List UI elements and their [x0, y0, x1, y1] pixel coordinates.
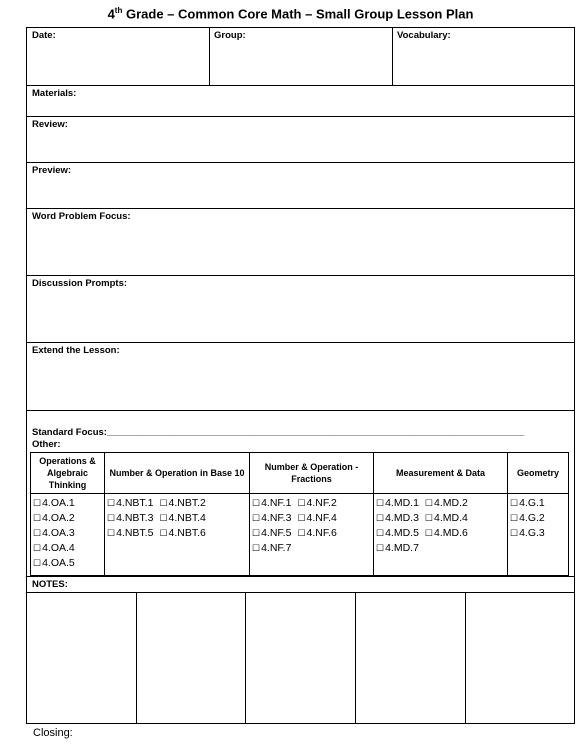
materials-label: Materials: — [32, 88, 77, 99]
standard-label: 4.MD.7 — [385, 542, 419, 554]
notes-label: NOTES: — [32, 579, 68, 590]
standard-checkbox[interactable] — [425, 511, 468, 526]
divider — [26, 342, 575, 343]
standard-label: 4.G.1 — [519, 497, 545, 509]
standards-table — [30, 452, 569, 576]
standard-checkbox[interactable] — [297, 526, 336, 541]
domain-header: Operations & Algebraic Thinking — [31, 453, 105, 494]
standard-checkbox[interactable] — [425, 526, 468, 541]
standard-checkbox[interactable] — [159, 511, 205, 526]
standard-label: 4.NBT.3 — [116, 512, 154, 524]
checkbox-icon: ☐ — [159, 513, 168, 523]
notes-divider — [245, 592, 246, 724]
standard-checkbox[interactable] — [33, 541, 75, 556]
checkbox-icon: ☐ — [510, 498, 519, 508]
domain-header: Measurement & Data — [374, 453, 508, 494]
date-label: Date: — [32, 30, 56, 41]
standard-checkbox[interactable] — [376, 526, 419, 541]
standard-label: 4.OA.2 — [42, 512, 75, 524]
standard-label: 4.NF.5 — [261, 527, 292, 539]
standard-focus-label: Standard Focus:_______________________________________________________________________________ — [32, 427, 525, 438]
standard-label: 4.MD.6 — [434, 527, 468, 539]
divider — [26, 208, 575, 209]
standard-label: 4.NF.2 — [306, 497, 337, 509]
standard-label: 4.MD.5 — [385, 527, 419, 539]
checkbox-icon: ☐ — [107, 528, 116, 538]
domain-standards — [508, 494, 569, 576]
checkbox-icon: ☐ — [107, 513, 116, 523]
notes-divider — [355, 592, 356, 724]
standard-checkbox[interactable] — [376, 541, 419, 556]
checkbox-icon: ☐ — [297, 498, 306, 508]
notes-divider — [136, 592, 137, 724]
divider — [26, 85, 575, 86]
standard-label: 4.MD.4 — [434, 512, 468, 524]
checkbox-icon: ☐ — [252, 498, 261, 508]
standard-label: 4.G.2 — [519, 512, 545, 524]
checkbox-icon: ☐ — [376, 543, 385, 553]
review-label: Review: — [32, 119, 68, 130]
title-suffix: th — [114, 6, 123, 15]
page-title — [0, 6, 581, 21]
checkbox-icon: ☐ — [510, 513, 519, 523]
standard-checkbox[interactable] — [252, 526, 291, 541]
standard-checkbox[interactable] — [252, 496, 291, 511]
checkbox-icon: ☐ — [297, 513, 306, 523]
standard-checkbox[interactable] — [297, 511, 336, 526]
checkbox-icon: ☐ — [376, 498, 385, 508]
standard-checkbox[interactable] — [159, 526, 205, 541]
other-label: Other: — [32, 439, 61, 450]
checkbox-icon: ☐ — [107, 498, 116, 508]
checkbox-icon: ☐ — [297, 528, 306, 538]
checkbox-icon: ☐ — [424, 513, 433, 523]
standard-label: 4.OA.4 — [42, 542, 75, 554]
standard-label: 4.OA.3 — [42, 527, 75, 539]
checkbox-icon: ☐ — [376, 528, 385, 538]
standard-checkbox[interactable] — [107, 496, 153, 511]
standard-checkbox[interactable] — [252, 511, 291, 526]
domain-header: Number & Operation in Base 10 — [105, 453, 250, 494]
checkbox-icon: ☐ — [424, 528, 433, 538]
checkbox-icon: ☐ — [159, 528, 168, 538]
word-problem-label: Word Problem Focus: — [32, 211, 131, 222]
standard-checkbox[interactable] — [425, 496, 468, 511]
checkbox-icon: ☐ — [33, 558, 42, 568]
standard-checkbox[interactable] — [510, 526, 545, 541]
standard-label: 4.MD.1 — [385, 497, 419, 509]
title-text: Grade – Common Core Math – Small Group Lesson Plan — [122, 6, 474, 22]
checkbox-icon: ☐ — [252, 513, 261, 523]
standard-label: 4.NBT.1 — [116, 497, 154, 509]
checkbox-icon: ☐ — [33, 513, 42, 523]
checkbox-icon: ☐ — [252, 528, 261, 538]
standards-items-row — [31, 494, 569, 576]
preview-label: Preview: — [32, 165, 72, 176]
standard-checkbox[interactable] — [510, 496, 545, 511]
standard-checkbox[interactable] — [33, 556, 75, 571]
title-grade: 4 — [107, 6, 115, 22]
standard-label: 4.NBT.6 — [168, 527, 206, 539]
checkbox-icon: ☐ — [376, 513, 385, 523]
domain-standards — [31, 494, 105, 576]
divider — [26, 592, 575, 593]
standard-checkbox[interactable] — [376, 496, 419, 511]
domain-header: Number & Operation - Fractions — [250, 453, 374, 494]
divider — [26, 576, 575, 577]
extend-label: Extend the Lesson: — [32, 345, 120, 356]
standard-label: 4.NBT.4 — [168, 512, 206, 524]
checkbox-icon: ☐ — [33, 528, 42, 538]
divider — [26, 162, 575, 163]
divider — [26, 275, 575, 276]
checkbox-icon: ☐ — [252, 543, 261, 553]
lesson-plan-frame — [26, 27, 575, 724]
standard-label: 4.NF.1 — [261, 497, 292, 509]
standards-header-row — [31, 453, 569, 494]
standard-checkbox[interactable] — [107, 526, 153, 541]
standard-label: 4.G.3 — [519, 527, 545, 539]
vocabulary-label: Vocabulary: — [397, 30, 451, 41]
notes-divider — [465, 592, 466, 724]
standard-label: 4.MD.2 — [434, 497, 468, 509]
standard-checkbox[interactable] — [510, 511, 545, 526]
standard-label: 4.NF.4 — [306, 512, 337, 524]
standard-label: 4.MD.3 — [385, 512, 419, 524]
standard-checkbox[interactable] — [33, 496, 75, 511]
standard-checkbox[interactable] — [252, 541, 291, 556]
checkbox-icon: ☐ — [33, 543, 42, 553]
standard-label: 4.NF.7 — [261, 542, 292, 554]
standard-checkbox[interactable] — [107, 511, 153, 526]
standard-checkbox[interactable] — [33, 511, 75, 526]
domain-standards — [105, 494, 250, 576]
standard-label: 4.NBT.2 — [168, 497, 206, 509]
standard-checkbox[interactable] — [297, 496, 336, 511]
divider — [26, 116, 575, 117]
standard-label: 4.NBT.5 — [116, 527, 154, 539]
divider — [209, 27, 210, 85]
checkbox-icon: ☐ — [510, 528, 519, 538]
domain-header: Geometry — [508, 453, 569, 494]
standard-checkbox[interactable] — [159, 496, 205, 511]
standard-label: 4.OA.5 — [42, 557, 75, 569]
standard-label: 4.NF.6 — [306, 527, 337, 539]
checkbox-icon: ☐ — [159, 498, 168, 508]
domain-standards — [374, 494, 508, 576]
discussion-label: Discussion Prompts: — [32, 278, 128, 289]
group-label: Group: — [214, 30, 246, 41]
standard-checkbox[interactable] — [33, 526, 75, 541]
standard-checkbox[interactable] — [376, 511, 419, 526]
checkbox-icon: ☐ — [33, 498, 42, 508]
divider — [26, 410, 575, 411]
checkbox-icon: ☐ — [424, 498, 433, 508]
standard-label: 4.OA.1 — [42, 497, 75, 509]
domain-standards — [250, 494, 374, 576]
closing-label: Closing: — [33, 727, 73, 739]
divider — [392, 27, 393, 85]
standard-label: 4.NF.3 — [261, 512, 292, 524]
